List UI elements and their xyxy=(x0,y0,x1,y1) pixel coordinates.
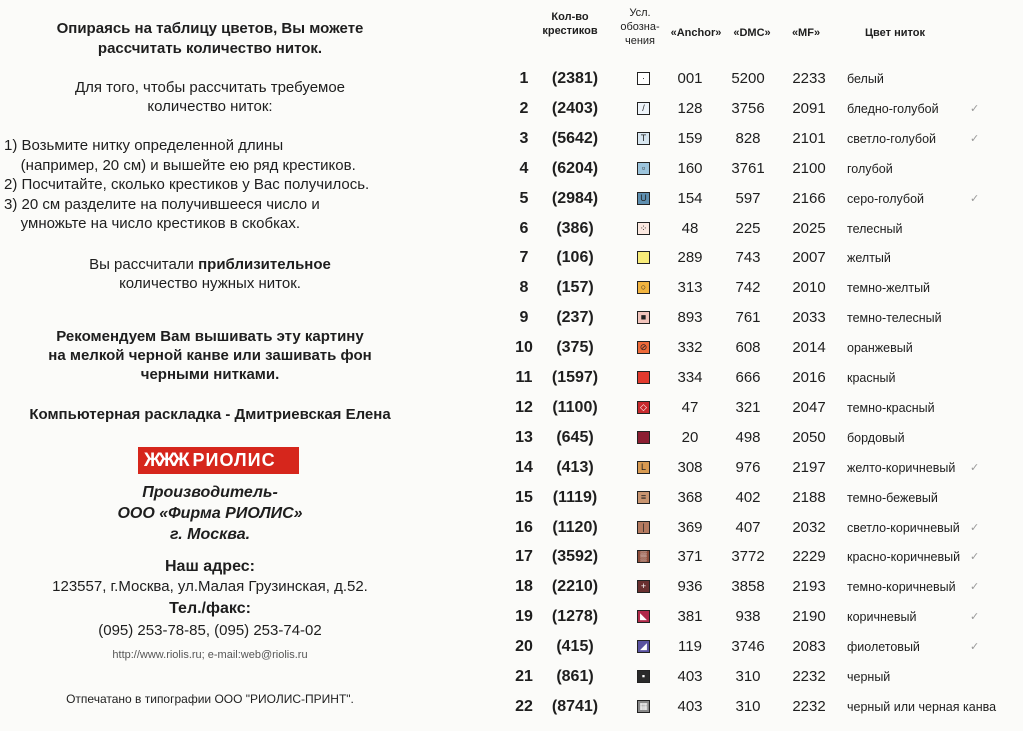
mf-code: 2010 xyxy=(792,279,826,297)
stitch-count: (1100) xyxy=(552,398,598,416)
symbol-mark: | xyxy=(642,521,645,532)
mf-code: 2233 xyxy=(792,70,826,87)
mf-code: 2032 xyxy=(792,518,826,536)
table-row xyxy=(500,606,1023,636)
symbol-mark: ≡ xyxy=(640,491,647,502)
dmc-code: 498 xyxy=(735,428,761,446)
row-number: 21 xyxy=(515,668,533,685)
check-mark: ✓ xyxy=(970,132,980,145)
result-bold: приблизительное xyxy=(198,256,331,273)
phone-numbers: (095) 253-78-85, (095) 253-74-02 xyxy=(98,622,322,639)
row-number: 16 xyxy=(515,518,533,536)
dmc-code: 402 xyxy=(735,488,761,506)
stitch-count: (413) xyxy=(556,458,594,476)
symbol-mark: T xyxy=(640,132,647,143)
mf-code: 2190 xyxy=(792,608,826,626)
stitch-count: (2210) xyxy=(551,578,599,596)
layout-credit: Компьютерная раскладка - Дмитриевская Елена xyxy=(29,406,391,423)
table-row xyxy=(500,696,1023,726)
symbol-swatch xyxy=(637,251,650,264)
dmc-code: 608 xyxy=(735,339,761,357)
symbol-swatch xyxy=(637,72,650,85)
anchor-code: 936 xyxy=(677,578,703,596)
table-row xyxy=(500,457,1023,487)
symbol-swatch xyxy=(637,670,650,683)
check-mark: ✓ xyxy=(970,521,980,534)
stitch-count: (1278) xyxy=(551,608,599,626)
anchor-code: 313 xyxy=(677,279,703,297)
symbol-swatch xyxy=(637,371,650,384)
step-item: умножьте на число крестиков в скобках. xyxy=(4,215,300,232)
symbol-swatch xyxy=(637,401,650,414)
color-name: красно-коричневый xyxy=(847,550,961,565)
mf-code: 2193 xyxy=(792,578,826,596)
mf-code: 2047 xyxy=(792,398,826,416)
anchor-code: 159 xyxy=(677,129,703,147)
anchor-code: 403 xyxy=(677,668,703,685)
anchor-code: 334 xyxy=(677,369,703,386)
row-number: 12 xyxy=(515,398,533,416)
table-row xyxy=(500,218,1023,248)
result-line2: количество нужных ниток. xyxy=(119,275,301,292)
dmc-code: 597 xyxy=(735,189,761,207)
anchor-code: 332 xyxy=(677,339,703,357)
symbol-mark: ◣ xyxy=(640,611,647,622)
symbol-mark: ▒ xyxy=(640,551,647,562)
symbol-swatch xyxy=(637,550,650,563)
color-name: красный xyxy=(847,371,896,385)
result-prefix: Вы рассчитали xyxy=(89,256,199,273)
anchor-code: 308 xyxy=(677,458,703,476)
color-name: темно-красный xyxy=(847,400,935,415)
anchor-code: 369 xyxy=(677,518,703,536)
color-name: оранжевый xyxy=(847,341,913,356)
table-row xyxy=(500,158,1023,188)
check-mark: ✓ xyxy=(970,551,980,564)
color-name: желто-коричневый xyxy=(847,460,956,475)
mf-code: 2100 xyxy=(792,159,826,177)
stitch-count: (386) xyxy=(556,219,594,237)
steps-list xyxy=(4,136,424,234)
symbol-swatch xyxy=(637,580,650,593)
mf-code: 2007 xyxy=(792,249,826,267)
anchor-code: 403 xyxy=(677,697,703,715)
anchor-code: 48 xyxy=(681,219,699,237)
row-number: 10 xyxy=(515,339,533,357)
symbol-swatch xyxy=(637,610,650,623)
mf-code: 2197 xyxy=(792,458,826,476)
table-row xyxy=(500,367,1023,397)
riolis-logo xyxy=(138,447,299,474)
recommend-line1: Рекомендуем Вам вышивать эту картину xyxy=(56,328,364,345)
header-dmc: «DMC» xyxy=(733,27,771,39)
anchor-code: 001 xyxy=(677,70,703,87)
mf-code: 2050 xyxy=(792,428,826,446)
color-name: желтый xyxy=(847,251,891,266)
address-line: 123557, г.Москва, ул.Малая Грузинская, д.52. xyxy=(52,578,368,595)
symbol-swatch xyxy=(637,102,650,115)
table-row xyxy=(500,98,1023,128)
color-name: фиолетовый xyxy=(847,640,920,655)
web-contacts: http://www.riolis.ru; e-mail:web@riolis.ru xyxy=(112,649,308,661)
table-row xyxy=(500,487,1023,517)
dmc-code: 225 xyxy=(735,219,761,237)
table-row xyxy=(500,307,1023,337)
row-number: 3 xyxy=(519,129,529,147)
dmc-code: 3746 xyxy=(731,638,765,656)
anchor-code: 368 xyxy=(677,488,703,506)
stitch-count: (3592) xyxy=(551,548,599,566)
dmc-code: 828 xyxy=(735,129,761,147)
dmc-code: 666 xyxy=(735,369,761,386)
mf-code: 2232 xyxy=(792,697,826,715)
table-row xyxy=(500,397,1023,427)
dmc-code: 321 xyxy=(735,398,761,416)
check-mark: ✓ xyxy=(970,611,980,624)
table-row xyxy=(500,128,1023,158)
stitch-count: (8741) xyxy=(551,697,599,715)
dmc-code: 742 xyxy=(735,279,761,297)
row-number: 20 xyxy=(515,638,533,656)
stitch-count: (1119) xyxy=(552,488,598,506)
address-heading: Наш адрес: xyxy=(165,558,255,575)
dmc-code: 3772 xyxy=(731,548,765,566)
color-name: белый xyxy=(847,72,884,86)
check-mark: ✓ xyxy=(970,641,980,654)
anchor-code: 381 xyxy=(677,608,703,626)
color-name: бледно-голубой xyxy=(847,101,939,116)
table-row xyxy=(500,337,1023,367)
color-name: светло-голубой xyxy=(847,131,937,146)
phone-heading: Тел./факс: xyxy=(169,600,251,617)
dmc-code: 407 xyxy=(735,518,761,536)
mf-code: 2166 xyxy=(792,189,826,207)
table-row xyxy=(500,277,1023,307)
anchor-code: 119 xyxy=(678,638,702,656)
dmc-code: 3858 xyxy=(731,578,765,596)
row-number: 5 xyxy=(519,189,529,207)
check-mark: ✓ xyxy=(970,192,980,205)
check-mark: ✓ xyxy=(970,581,980,594)
anchor-code: 154 xyxy=(677,189,703,207)
recommend-line2: на мелкой черной канве или зашивать фон xyxy=(48,347,372,364)
result-line1 xyxy=(0,256,420,274)
stitch-count: (1120) xyxy=(552,518,598,536)
symbol-swatch xyxy=(637,700,650,713)
symbol-mark: · xyxy=(642,73,645,83)
stitch-count: (237) xyxy=(556,309,594,327)
dmc-code: 5200 xyxy=(731,70,765,87)
step-item: 3) 20 см разделите на получившееся число и xyxy=(4,195,320,213)
logo-text: РИОЛИС xyxy=(192,450,276,470)
color-name: коричневый xyxy=(847,610,917,625)
symbol-mark: ⁘ xyxy=(639,222,648,233)
instructions-panel xyxy=(0,0,420,731)
stitch-count: (415) xyxy=(556,638,594,656)
color-name: темно-телесный xyxy=(847,311,942,326)
recommend-line3: черными нитками. xyxy=(140,366,280,383)
mf-code: 2232 xyxy=(792,668,826,685)
mf-code: 2101 xyxy=(792,129,826,147)
dmc-code: 938 xyxy=(735,608,761,626)
row-number: 6 xyxy=(519,219,529,237)
row-number: 18 xyxy=(515,578,533,596)
mf-code: 2229 xyxy=(792,548,826,566)
row-number: 14 xyxy=(515,458,533,476)
row-number: 22 xyxy=(515,697,533,715)
symbol-mark: ◢ xyxy=(640,641,647,652)
symbol-swatch xyxy=(637,281,650,294)
mf-code: 2091 xyxy=(792,99,826,117)
stitch-count: (1597) xyxy=(551,369,599,386)
table-row xyxy=(500,247,1023,277)
dmc-code: 976 xyxy=(735,458,761,476)
table-row xyxy=(500,427,1023,457)
symbol-swatch xyxy=(637,162,650,175)
row-number: 2 xyxy=(519,99,529,117)
symbol-swatch xyxy=(637,431,650,444)
intro-sub-line1: Для того, чтобы рассчитать требуемое xyxy=(74,79,346,96)
color-name: темно-желтый xyxy=(847,281,931,296)
maker-line1: Производитель- xyxy=(142,484,278,501)
stitch-count: (6204) xyxy=(551,159,599,177)
symbol-mark: ▦ xyxy=(639,700,648,711)
row-number: 11 xyxy=(515,369,533,386)
row-number: 1 xyxy=(519,70,529,87)
dmc-code: 310 xyxy=(735,668,761,685)
stitch-count: (2381) xyxy=(551,70,599,87)
color-name: черный xyxy=(847,670,891,684)
anchor-code: 289 xyxy=(677,249,703,267)
symbol-mark: + xyxy=(640,581,647,592)
dmc-code: 3761 xyxy=(731,159,765,177)
symbol-mark: U xyxy=(640,192,647,203)
row-number: 4 xyxy=(519,159,529,177)
symbol-swatch xyxy=(637,192,650,205)
table-row xyxy=(500,546,1023,576)
row-number: 8 xyxy=(519,279,529,297)
maker-line2: ООО «Фирма РИОЛИС» xyxy=(117,505,303,522)
row-number: 19 xyxy=(515,608,533,626)
mf-code: 2033 xyxy=(792,309,826,327)
table-row xyxy=(500,188,1023,218)
table-row xyxy=(500,666,1023,696)
anchor-code: 160 xyxy=(677,159,703,177)
color-name: голубой xyxy=(847,161,893,176)
intro-title-line2: рассчитать количество ниток. xyxy=(97,40,323,57)
symbol-mark: ■ xyxy=(640,312,647,323)
row-number: 15 xyxy=(515,488,533,506)
symbol-mark: ▪ xyxy=(641,671,646,681)
anchor-code: 128 xyxy=(677,99,703,117)
row-number: 9 xyxy=(519,309,529,327)
stitch-count: (157) xyxy=(556,279,594,297)
mf-code: 2014 xyxy=(792,339,826,357)
table-row xyxy=(500,576,1023,606)
color-name: черный или черная канва xyxy=(847,699,997,714)
logo-marks-icon: ЖЖЖ xyxy=(144,450,187,471)
stitch-count: (106) xyxy=(556,249,594,267)
symbol-swatch xyxy=(637,311,650,324)
intro-title-line1: Опираясь на таблицу цветов, Вы можете xyxy=(56,20,364,37)
symbol-swatch xyxy=(637,521,650,534)
mf-code: 2016 xyxy=(792,369,826,386)
intro-sub-line2: количество ниток: xyxy=(147,98,273,115)
header-anchor: «Anchor» xyxy=(670,27,722,39)
symbol-swatch xyxy=(637,222,650,235)
color-name: темно-коричневый xyxy=(847,580,956,595)
color-name: серо-голубой xyxy=(847,191,925,206)
stitch-count: (645) xyxy=(556,428,594,446)
printed-by: Отпечатано в типографии ООО "РИОЛИС-ПРИНТ". xyxy=(66,692,354,706)
symbol-mark: ▫ xyxy=(641,162,646,173)
mf-code: 2025 xyxy=(792,219,826,237)
color-name: телесный xyxy=(847,221,903,236)
maker-line3: г. Москва. xyxy=(169,526,251,543)
table-row xyxy=(500,636,1023,666)
table-row xyxy=(500,517,1023,547)
stitch-count: (375) xyxy=(556,339,594,357)
header-symbol: Усл. обозна-чения xyxy=(620,7,660,47)
symbol-swatch xyxy=(637,132,650,145)
symbol-mark: ◇ xyxy=(640,401,647,412)
step-item: 1) Возьмите нитку определенной длины xyxy=(4,137,284,154)
color-name: светло-коричневый xyxy=(847,520,960,535)
dmc-code: 743 xyxy=(735,249,761,267)
symbol-mark: / xyxy=(642,102,645,113)
stitch-count: (5642) xyxy=(551,129,599,147)
color-name: темно-бежевый xyxy=(847,490,938,505)
stitch-count: (2403) xyxy=(551,99,599,117)
symbol-swatch xyxy=(637,341,650,354)
symbol-mark: ○ xyxy=(640,282,647,293)
header-color: Цвет ниток xyxy=(865,27,925,39)
anchor-code: 20 xyxy=(681,428,699,446)
step-item: 2) Посчитайте, сколько крестиков у Вас получилось. xyxy=(4,176,370,193)
check-mark: ✓ xyxy=(970,102,980,115)
mf-code: 2188 xyxy=(792,488,826,506)
anchor-code: 893 xyxy=(677,309,703,327)
anchor-code: 371 xyxy=(677,548,703,566)
color-name: бордовый xyxy=(847,430,905,445)
symbol-mark: L xyxy=(640,461,646,472)
row-number: 17 xyxy=(515,548,533,566)
row-number: 7 xyxy=(519,249,529,267)
stitch-count: (861) xyxy=(556,668,594,685)
step-item: (например, 20 см) и вышейте ею ряд крестиков. xyxy=(4,156,356,174)
stitch-count: (2984) xyxy=(551,189,599,207)
table-row xyxy=(500,68,1023,98)
row-number: 13 xyxy=(515,428,533,446)
symbol-swatch xyxy=(637,461,650,474)
symbol-swatch xyxy=(637,640,650,653)
symbol-mark: ⊘ xyxy=(639,342,648,353)
check-mark: ✓ xyxy=(970,461,980,474)
dmc-code: 3756 xyxy=(731,99,765,117)
dmc-code: 310 xyxy=(735,697,761,715)
header-mf: «MF» xyxy=(791,27,821,39)
header-count: Кол-во крестиков xyxy=(542,11,598,37)
dmc-code: 761 xyxy=(735,309,761,327)
anchor-code: 47 xyxy=(681,398,699,416)
symbol-swatch xyxy=(637,491,650,504)
mf-code: 2083 xyxy=(792,638,826,656)
